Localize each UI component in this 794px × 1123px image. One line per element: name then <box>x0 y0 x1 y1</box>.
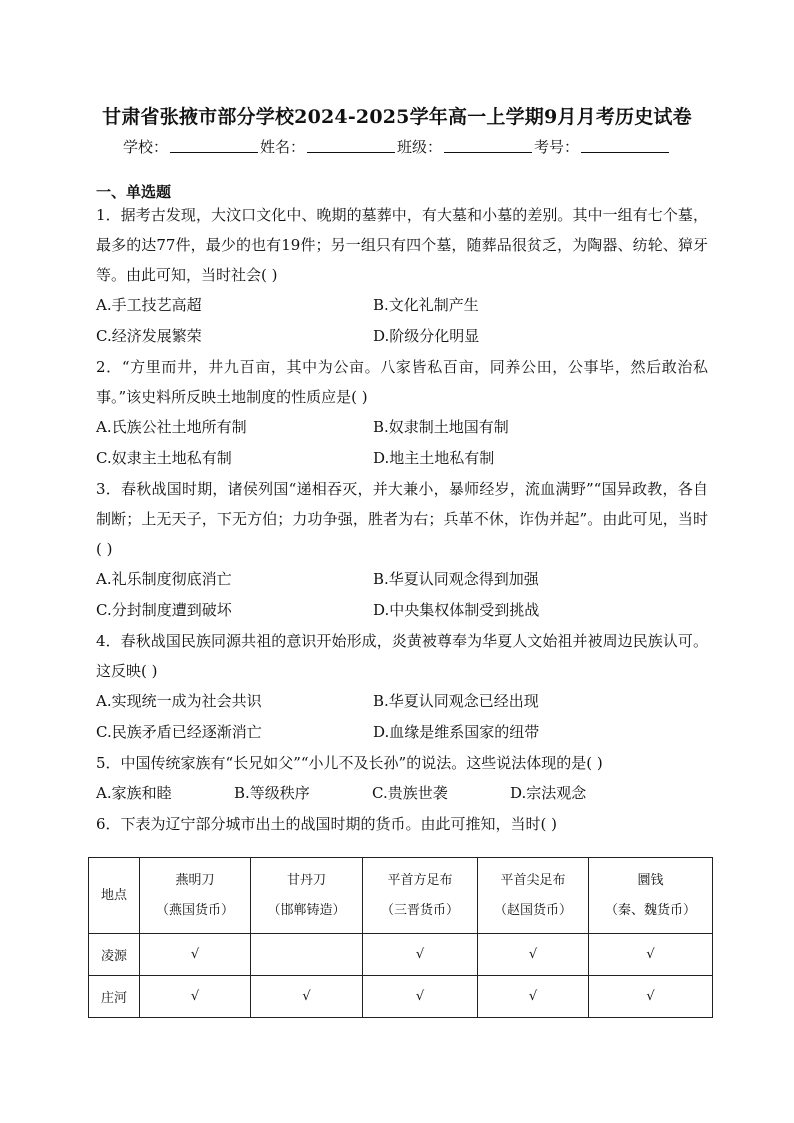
question-1: 1．据考古发现，大汶口文化中、晚期的墓葬中，有大墓和小墓的差别。其中一组有七个墓，最多的达77件，最少的也有19件；另一组只有四个墓，随葬品很贫乏，为陶器、纺轮、獐牙等。由此可知，当时社会( ) <box>96 206 708 284</box>
option-d: D.中央集权体制受到挑战 <box>373 601 540 619</box>
table-cell: √ <box>589 934 713 976</box>
option-c: C.奴隶主土地私有制 <box>96 449 232 467</box>
questions <box>96 200 708 839</box>
question-6: 6．下表为辽宁部分城市出土的战国时期的货币。由此可推知，当时( ) <box>96 815 558 833</box>
column-name: 甘丹刀 <box>286 872 326 888</box>
name-blank <box>307 136 395 153</box>
column-name: 圜钱 <box>637 872 664 888</box>
option-b: B.等级秩序 <box>234 784 310 802</box>
table-cell: √ <box>140 934 251 976</box>
column-name: 平首尖足布 <box>500 872 566 888</box>
table-cell <box>251 934 363 976</box>
option-c: C.经济发展繁荣 <box>96 327 202 345</box>
option-c: C.民族矛盾已经逐渐消亡 <box>96 723 262 741</box>
option-a: A.礼乐制度彻底消亡 <box>96 570 232 588</box>
option-d: D.地主土地私有制 <box>373 449 495 467</box>
option-c: C.分封制度遭到破坏 <box>96 601 232 619</box>
option-a: A.家族和睦 <box>96 784 172 802</box>
option-b: B.文化礼制产生 <box>373 296 479 314</box>
table-column-header <box>251 858 363 934</box>
option-b: B.华夏认同观念得到加强 <box>373 570 539 588</box>
column-note: （秦、魏货币） <box>604 902 696 918</box>
option-d: D.宗法观念 <box>510 784 587 802</box>
class-label: 班级： <box>397 138 443 156</box>
number-label: 考号： <box>534 138 580 156</box>
row-place: 凌源 <box>89 934 140 976</box>
class-blank <box>444 136 532 153</box>
school-blank <box>170 136 258 153</box>
question-4: 4．春秋战国民族同源共祖的意识开始形成，炎黄被尊奉为华夏人文始祖并被周边民族认可。这反映( ) <box>96 632 708 680</box>
option-a: A.实现统一成为社会共识 <box>96 692 262 710</box>
option-b: B.奴隶制土地国有制 <box>373 418 509 436</box>
exam-title: 甘肃省张掖市部分学校2024-2025学年高一上学期9月月考历史试卷 <box>102 106 692 128</box>
table-cell: √ <box>363 976 478 1018</box>
table-cell: √ <box>251 976 363 1018</box>
column-name: 平首方足布 <box>387 872 453 888</box>
option-b: B.华夏认同观念已经出现 <box>373 692 539 710</box>
number-blank <box>581 136 669 153</box>
option-a: A.手工技艺高超 <box>96 296 202 314</box>
table-row <box>89 934 713 976</box>
table-row <box>89 976 713 1018</box>
column-note: （邯郸铸造） <box>267 902 346 918</box>
table-cell: √ <box>589 976 713 1018</box>
table-column-header <box>363 858 478 934</box>
school-label: 学校： <box>122 138 168 156</box>
option-d: D.血缘是维系国家的纽带 <box>373 723 540 741</box>
name-label: 姓名： <box>259 138 305 156</box>
student-info-row <box>0 136 794 157</box>
column-note: （燕国货币） <box>155 902 234 918</box>
table-header-row <box>89 858 713 934</box>
table-corner-header: 地点 <box>89 858 140 934</box>
currency-table <box>88 857 713 1018</box>
row-place: 庄河 <box>89 976 140 1018</box>
table-column-header <box>140 858 251 934</box>
table-column-header <box>478 858 589 934</box>
table-cell: √ <box>140 976 251 1018</box>
question-1-options <box>96 290 708 352</box>
section-heading: 一、单选题 <box>96 183 172 201</box>
column-note: （三晋货币） <box>380 902 459 918</box>
option-c: C.贵族世袭 <box>372 784 448 802</box>
question-2: 2．“方里而井，井九百亩，其中为公亩。八家皆私百亩，同养公田，公事毕，然后敢治私事。”该史料所反映土地制度的性质应是( ) <box>96 358 708 406</box>
column-name: 燕明刀 <box>175 872 215 888</box>
question-4-options <box>96 686 708 748</box>
table-cell: √ <box>478 934 589 976</box>
question-3: 3．春秋战国时期，诸侯列国“递相吞灭，并大兼小，暴师经岁，流血满野”“国异政教，各自制断；上无天子，下无方伯；力功争强，胜者为右；兵革不休，诈伪并起”。由此可见，当时( ) <box>96 480 708 558</box>
table-column-header <box>589 858 713 934</box>
table-cell: √ <box>478 976 589 1018</box>
table-cell: √ <box>363 934 478 976</box>
question-3-options <box>96 564 708 626</box>
column-note: （赵国货币） <box>493 902 572 918</box>
question-5-options <box>96 778 708 809</box>
question-5: 5．中国传统家族有“长兄如父”“小儿不及长孙”的说法。这些说法体现的是( ) <box>96 754 603 772</box>
option-d: D.阶级分化明显 <box>373 327 480 345</box>
option-a: A.氏族公社土地所有制 <box>96 418 247 436</box>
question-2-options <box>96 412 708 474</box>
